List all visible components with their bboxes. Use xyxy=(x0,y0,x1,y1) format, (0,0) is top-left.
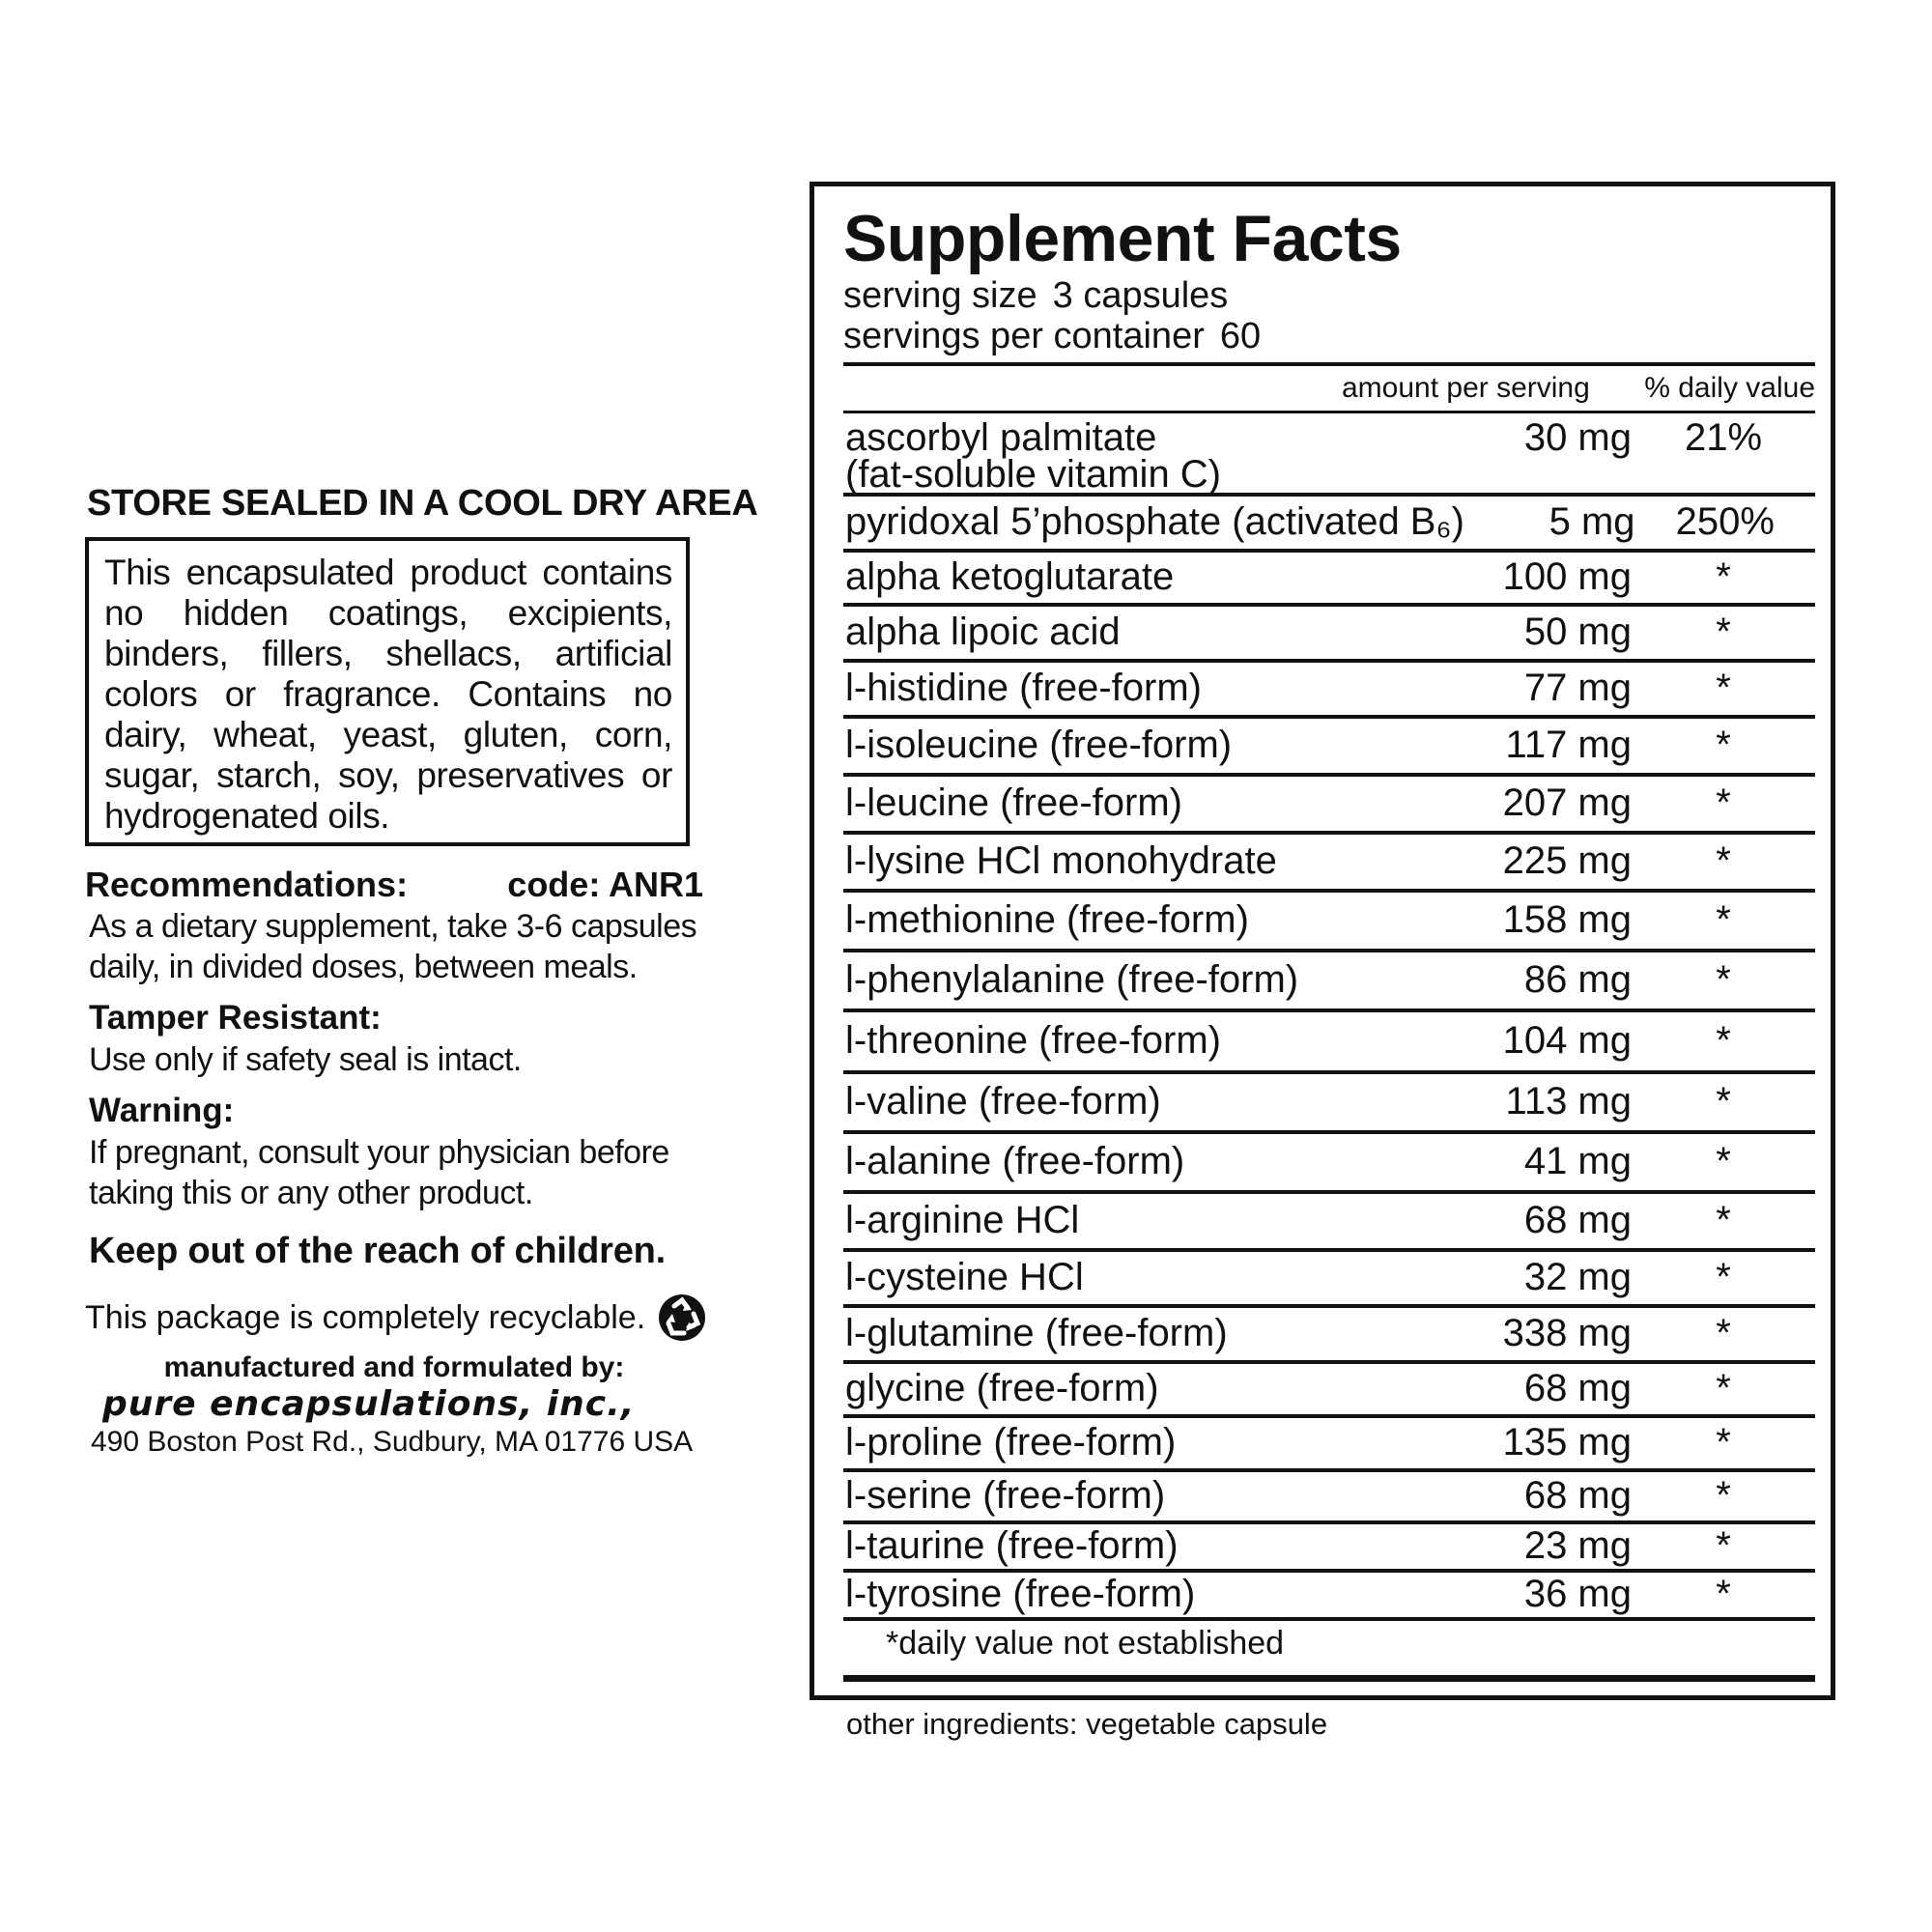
nutrient-name-line: l-methionine (free-form) xyxy=(845,898,1249,941)
supplement-facts-content xyxy=(843,202,1815,1682)
manufacturer-address: 490 Boston Post Rd., Sudbury, MA 01776 USA xyxy=(91,1426,694,1458)
nutrient-amount: 135 mg xyxy=(1502,1421,1632,1463)
nutrient-name xyxy=(843,663,1458,713)
nutrient-name-line: l-arginine HCl xyxy=(845,1199,1080,1241)
nutrient-name-line: l-glutamine (free-form) xyxy=(845,1312,1228,1354)
nutrient-name xyxy=(843,1472,1458,1519)
nutrient-daily-value: * xyxy=(1716,667,1731,709)
nutrient-name-line: l-phenylalanine (free-form) xyxy=(845,958,1299,1001)
nutrient-row xyxy=(843,777,1815,835)
facts-title: Supplement Facts xyxy=(843,202,1402,275)
nutrient-name-line: l-cysteine HCl xyxy=(845,1256,1084,1298)
nutrient-amount: 68 mg xyxy=(1523,1199,1632,1241)
nutrient-row xyxy=(843,553,1815,607)
nutrient-daily-value: 21% xyxy=(1684,416,1763,459)
nutrient-daily-value: * xyxy=(1716,1367,1731,1409)
nutrient-row xyxy=(843,497,1815,553)
recycle-icon xyxy=(657,1293,707,1343)
footnote: *daily value not established xyxy=(886,1625,1285,1662)
nutrient-name-line: l-tyrosine (free-form) xyxy=(845,1573,1196,1615)
nutrient-daily-value: * xyxy=(1716,1421,1731,1463)
nutrient-name xyxy=(843,416,1458,496)
nutrient-amount: 113 mg xyxy=(1505,1080,1632,1122)
nutrient-name-line: l-leucine (free-form) xyxy=(845,781,1182,824)
nutrient-name xyxy=(843,893,1458,947)
nutrient-amount: 207 mg xyxy=(1502,781,1632,824)
nutrient-row xyxy=(843,663,1815,719)
nutrient-daily-value: * xyxy=(1716,958,1731,1001)
nutrient-name-line: l-threonine (free-form) xyxy=(845,1019,1222,1062)
product-code: code: ANR1 xyxy=(507,865,703,904)
nutrient-daily-value: * xyxy=(1716,1080,1731,1122)
nutrient-row xyxy=(843,1524,1815,1573)
nutrient-daily-value: * xyxy=(1716,1573,1731,1615)
servings-per-container-line xyxy=(843,316,1815,356)
nutrient-row xyxy=(843,835,1815,893)
nutrient-amount: 104 mg xyxy=(1502,1019,1632,1062)
nutrient-row xyxy=(843,1364,1815,1418)
supplement-facts-panel xyxy=(810,182,1835,1700)
nutrient-amount: 50 mg xyxy=(1523,611,1632,653)
nutrient-name-line: alpha ketoglutarate xyxy=(845,555,1175,598)
warning-text: If pregnant, consult your physician before taking this or any other product. xyxy=(89,1134,669,1211)
nutrient-row xyxy=(843,1074,1815,1134)
nutrient-name xyxy=(843,835,1458,887)
nutrient-row xyxy=(843,1418,1815,1472)
nutrient-row xyxy=(843,1472,1815,1524)
nutrient-rows xyxy=(843,413,1815,1621)
recommendations-text: As a dietary supplement, take 3-6 capsules daily, in divided doses, between meals. xyxy=(89,908,697,985)
nutrient-name-line: l-proline (free-form) xyxy=(845,1421,1177,1463)
nutrient-name-line: l-alanine (free-form) xyxy=(845,1140,1185,1182)
nutrient-row xyxy=(843,1012,1815,1074)
nutrient-daily-value: * xyxy=(1716,898,1731,941)
serving-size-line xyxy=(843,275,1815,316)
nutrient-name-line: l-histidine (free-form) xyxy=(845,667,1202,709)
nutrient-daily-value: 250% xyxy=(1675,500,1775,543)
nutrient-row xyxy=(843,413,1815,497)
nutrient-name xyxy=(843,1252,1458,1302)
nutrient-name-line: ascorbyl palmitate xyxy=(845,416,1157,459)
nutrient-daily-value: * xyxy=(1716,1524,1731,1567)
nutrient-name-line: glycine (free-form) xyxy=(845,1367,1159,1409)
disclaimer-text: This encapsulated product contains no hidden coatings, excipients, binders, fillers, shellacs, artificial colors or fragrance. Contains no dairy, wheat, yeast, gluten, corn, sugar, starch, soy, preservatives or hydrogenated oils. xyxy=(104,553,672,836)
amount-column-header: amount per serving xyxy=(1342,372,1590,404)
nutrient-row xyxy=(843,952,1815,1012)
nutrient-name xyxy=(843,952,1458,1007)
nutrient-name xyxy=(843,1012,1458,1068)
nutrient-name xyxy=(843,1134,1458,1188)
nutrient-name xyxy=(843,1308,1458,1358)
nutrient-amount: 77 mg xyxy=(1523,667,1632,709)
nutrient-name xyxy=(843,553,1458,601)
nutrient-name xyxy=(843,1524,1458,1567)
nutrient-amount: 225 mg xyxy=(1502,839,1632,882)
daily-value-column-header: % daily value xyxy=(1644,372,1815,404)
nutrient-row xyxy=(843,893,1815,952)
nutrient-amount: 338 mg xyxy=(1502,1312,1632,1354)
nutrient-amount: 68 mg xyxy=(1523,1367,1632,1409)
warning-label: Warning: xyxy=(89,1092,235,1129)
nutrient-name xyxy=(843,1364,1458,1412)
manufactured-by-label: manufactured and formulated by: xyxy=(163,1351,625,1383)
nutrient-name xyxy=(843,607,1458,657)
nutrient-name xyxy=(843,1194,1458,1246)
manufacturer-logo-text: pure encapsulations, inc., xyxy=(102,1384,636,1424)
bottom-divider xyxy=(843,1675,1815,1682)
nutrient-name-line: pyridoxal 5’phosphate (activated B₆) xyxy=(845,500,1464,543)
nutrient-daily-value: * xyxy=(1716,724,1731,766)
nutrient-daily-value: * xyxy=(1716,1256,1731,1298)
nutrient-row xyxy=(843,1134,1815,1194)
nutrient-row xyxy=(843,1573,1815,1621)
serving-size-label: serving size xyxy=(843,275,1037,316)
nutrient-row xyxy=(843,1194,1815,1252)
keep-out-of-reach: Keep out of the reach of children. xyxy=(89,1231,667,1271)
nutrient-name-line: l-taurine (free-form) xyxy=(845,1524,1179,1567)
nutrient-name xyxy=(843,719,1458,771)
nutrient-amount: 32 mg xyxy=(1523,1256,1632,1298)
nutrient-name-line: l-serine (free-form) xyxy=(845,1474,1166,1517)
recommendations-label: Recommendations: xyxy=(85,865,409,904)
column-header xyxy=(843,366,1815,411)
nutrient-name xyxy=(843,1418,1458,1466)
nutrient-amount: 158 mg xyxy=(1502,898,1632,941)
servings-label: servings per container xyxy=(843,316,1205,356)
nutrient-name-line: l-isoleucine (free-form) xyxy=(845,724,1233,766)
nutrient-amount: 100 mg xyxy=(1502,555,1632,598)
nutrient-name xyxy=(843,1573,1458,1615)
nutrient-daily-value: * xyxy=(1716,1140,1731,1182)
nutrient-name-line: alpha lipoic acid xyxy=(845,611,1121,653)
recycle-row xyxy=(85,1293,723,1343)
nutrient-name xyxy=(843,1074,1458,1128)
servings-value: 60 xyxy=(1219,316,1262,356)
nutrient-amount: 86 mg xyxy=(1523,958,1632,1001)
nutrient-daily-value: * xyxy=(1716,611,1731,653)
serving-size-value: 3 capsules xyxy=(1052,275,1229,316)
nutrient-name-line: l-valine (free-form) xyxy=(845,1080,1161,1122)
nutrient-amount: 68 mg xyxy=(1523,1474,1632,1517)
nutrient-row xyxy=(843,719,1815,777)
nutrient-daily-value: * xyxy=(1716,1019,1731,1062)
nutrient-daily-value: * xyxy=(1716,1312,1731,1354)
recyclable-text: This package is completely recyclable. xyxy=(85,1299,646,1336)
nutrient-amount: 41 mg xyxy=(1523,1140,1632,1182)
nutrient-row xyxy=(843,1252,1815,1308)
nutrient-amount: 23 mg xyxy=(1523,1524,1632,1567)
tamper-text: Use only if safety seal is intact. xyxy=(89,1041,522,1078)
nutrient-name xyxy=(843,777,1458,829)
nutrient-amount: 30 mg xyxy=(1523,416,1632,459)
nutrient-name xyxy=(843,497,1464,547)
storage-and-warnings-panel xyxy=(85,481,758,1461)
nutrient-row xyxy=(843,1308,1815,1364)
nutrient-amount: 36 mg xyxy=(1523,1573,1632,1615)
nutrient-name-subline: (fat-soluble vitamin C) xyxy=(845,453,1222,496)
store-heading: STORE SEALED IN A COOL DRY AREA xyxy=(87,483,758,524)
nutrient-daily-value: * xyxy=(1716,555,1731,598)
nutrient-daily-value: * xyxy=(1716,1474,1731,1517)
other-ingredients: other ingredients: vegetable capsule xyxy=(846,1707,1328,1741)
nutrient-daily-value: * xyxy=(1716,781,1731,824)
nutrient-amount: 5 mg xyxy=(1548,500,1635,543)
disclaimer-box xyxy=(85,537,690,846)
nutrient-name-line: l-lysine HCl monohydrate xyxy=(845,839,1277,882)
nutrient-row xyxy=(843,607,1815,663)
recommendations-row xyxy=(85,864,703,906)
nutrient-amount: 117 mg xyxy=(1505,724,1632,766)
nutrient-daily-value: * xyxy=(1716,839,1731,882)
tamper-label: Tamper Resistant: xyxy=(89,999,382,1037)
nutrient-daily-value: * xyxy=(1716,1199,1731,1241)
